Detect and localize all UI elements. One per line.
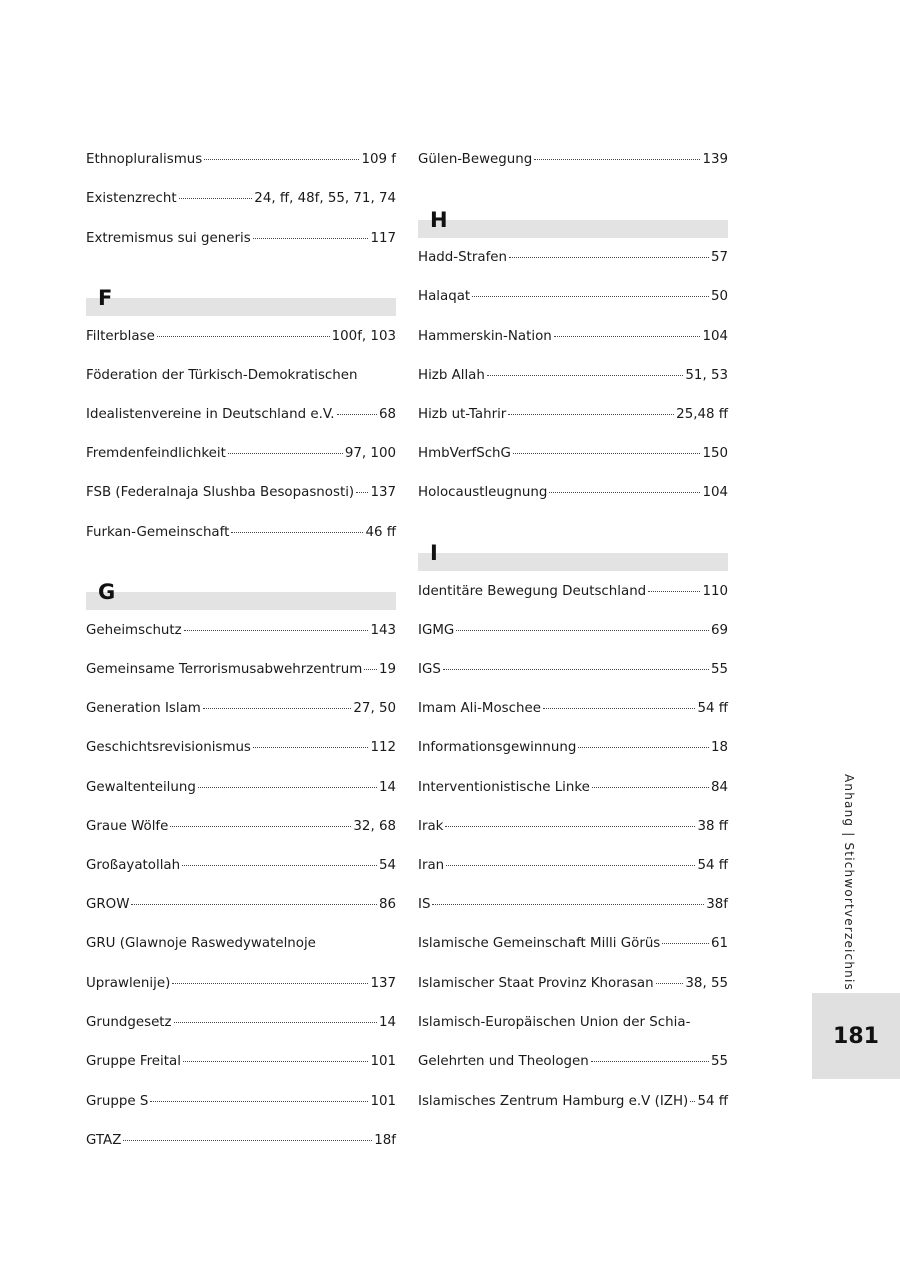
dot-leader: [508, 414, 674, 415]
index-term: Föderation der Türkisch-Demokratischen: [86, 368, 358, 383]
index-entry: [86, 229, 396, 249]
index-term: Gruppe S: [86, 1094, 149, 1109]
index-pages: 46 ff: [365, 525, 396, 540]
dot-leader: [513, 453, 701, 454]
index-entry: [86, 366, 396, 386]
index-entry: [418, 327, 728, 347]
index-pages: 137: [370, 485, 396, 500]
section-side-label-text: Anhang | Stichwortverzeichnis: [842, 774, 856, 991]
dot-leader: [253, 238, 369, 239]
index-pages: 104: [702, 329, 728, 344]
index-term: Imam Ali-Moschee: [418, 701, 541, 716]
index-term: Graue Wölfe: [86, 819, 169, 834]
index-term: GTAZ: [86, 1133, 122, 1148]
letter-heading-h: [418, 208, 728, 238]
dot-leader: [203, 708, 352, 709]
index-entry: [86, 934, 396, 954]
index-entry: [86, 1131, 396, 1151]
dot-leader: [445, 826, 695, 827]
index-term: Halaqat: [418, 289, 471, 304]
index-pages: 24, ff, 48f, 55, 71, 74: [254, 191, 396, 206]
index-pages: 18f: [374, 1133, 396, 1148]
index-pages: 51, 53: [685, 368, 728, 383]
index-entry: [418, 444, 728, 464]
index-pages: 25,48 ff: [676, 407, 728, 422]
letter-heading-label: G: [98, 580, 116, 604]
dot-leader: [172, 983, 368, 984]
index-entry: [418, 699, 728, 719]
index-pages: 55: [710, 1054, 728, 1069]
index-entry: [86, 738, 396, 758]
dot-leader: [543, 708, 695, 709]
index-term: Generation Islam: [86, 701, 201, 716]
index-term: GROW: [86, 897, 130, 912]
index-entry: [86, 856, 396, 876]
letter-heading-label: H: [430, 208, 448, 232]
index-pages: 55: [710, 662, 728, 677]
index-term: Identitäre Bewegung Deutschland: [418, 584, 647, 599]
index-entry: [418, 817, 728, 837]
index-entry: [86, 405, 396, 425]
index-pages: 68: [378, 407, 396, 422]
dot-leader: [198, 787, 377, 788]
index-term: Geschichtsrevisionismus: [86, 740, 251, 755]
index-term: Gülen-Bewegung: [418, 152, 533, 167]
index-entry: [86, 483, 396, 503]
index-entry: [418, 856, 728, 876]
dot-leader: [648, 591, 700, 592]
index-pages: 38f: [706, 897, 728, 912]
dot-leader: [578, 747, 709, 748]
index-entry: [86, 699, 396, 719]
index-term: Hadd-Strafen: [418, 250, 508, 265]
index-pages: 86: [378, 897, 396, 912]
dot-leader: [157, 336, 330, 337]
index-entry: [418, 582, 728, 602]
index-pages: 27, 50: [353, 701, 396, 716]
index-term: IS: [418, 897, 431, 912]
index-entry: [418, 287, 728, 307]
index-term: Informationsgewinnung: [418, 740, 577, 755]
dot-leader: [456, 630, 709, 631]
dot-leader: [182, 865, 377, 866]
index-entry: [418, 660, 728, 680]
index-pages: 97, 100: [344, 446, 396, 461]
dot-leader: [123, 1140, 372, 1141]
index-term: Irak: [418, 819, 444, 834]
index-term: Extremismus sui generis: [86, 231, 251, 246]
index-term: Fremdenfeindlichkeit: [86, 446, 226, 461]
index-pages: 54 ff: [697, 858, 728, 873]
index-entry: [418, 1092, 728, 1112]
page-number-tab: [812, 993, 900, 1079]
dot-leader: [509, 257, 709, 258]
index-entry: [418, 621, 728, 641]
index-entry: [86, 1013, 396, 1033]
dot-leader: [131, 904, 376, 905]
dot-leader: [204, 159, 359, 160]
index-pages: 150: [702, 446, 728, 461]
index-pages: 54 ff: [697, 1094, 728, 1109]
index-entry: [86, 1092, 396, 1112]
index-entry: [418, 405, 728, 425]
index-pages: 101: [370, 1054, 396, 1069]
index-pages: 143: [370, 623, 396, 638]
index-pages: 104: [702, 485, 728, 500]
dot-leader: [356, 492, 368, 493]
index-pages: 54: [378, 858, 396, 873]
index-entry: [86, 895, 396, 915]
index-pages: 61: [710, 936, 728, 951]
dot-leader: [170, 826, 351, 827]
index-pages: 32, 68: [353, 819, 396, 834]
dot-leader: [231, 532, 363, 533]
index-entry: [418, 1013, 728, 1033]
index-pages: 84: [710, 780, 728, 795]
index-term: Uprawlenije): [86, 976, 171, 991]
index-pages: 18: [710, 740, 728, 755]
dot-leader: [364, 669, 377, 670]
dot-leader: [534, 159, 700, 160]
index-term: Filterblase: [86, 329, 155, 344]
dot-leader: [662, 943, 709, 944]
index-pages: 38, 55: [685, 976, 728, 991]
index-entry: [86, 778, 396, 798]
dot-leader: [184, 630, 369, 631]
index-entry: [86, 621, 396, 641]
index-term: Islamisch-Europäischen Union der Schia-: [418, 1015, 691, 1030]
index-entry: [86, 150, 396, 170]
index-pages: 139: [702, 152, 728, 167]
dot-leader: [591, 1061, 709, 1062]
dot-leader: [656, 983, 684, 984]
index-pages: 57: [710, 250, 728, 265]
index-pages: 117: [370, 231, 396, 246]
dot-leader: [549, 492, 700, 493]
dot-leader: [443, 669, 709, 670]
index-term: Interventionistische Linke: [418, 780, 590, 795]
index-pages: 19: [378, 662, 396, 677]
index-term: Gelehrten und Theologen: [418, 1054, 589, 1069]
index-term: Hizb Allah: [418, 368, 485, 383]
index-term: IGMG: [418, 623, 455, 638]
index-term: Hizb ut-Tahrir: [418, 407, 507, 422]
dot-leader: [432, 904, 704, 905]
index-entry: [86, 327, 396, 347]
section-side-label: [812, 774, 900, 991]
index-term: FSB (Federalnaja Slushba Besopasnosti): [86, 485, 355, 500]
index-term: GRU (Glawnoje Raswedywatelnoje: [86, 936, 316, 951]
index-entry: [418, 895, 728, 915]
index-pages: 14: [378, 780, 396, 795]
index-entry: [418, 366, 728, 386]
letter-heading-f: [86, 286, 396, 316]
index-pages: 101: [370, 1094, 396, 1109]
index-pages: 109 f: [361, 152, 396, 167]
index-entry: [418, 1052, 728, 1072]
index-term: Gemeinsame Terrorismusabwehrzentrum: [86, 662, 363, 677]
index-entry: [86, 974, 396, 994]
index-entry: [418, 778, 728, 798]
dot-leader: [174, 1022, 377, 1023]
index-pages: 100f, 103: [331, 329, 396, 344]
dot-leader: [472, 296, 709, 297]
page-number: 181: [833, 1023, 879, 1049]
index-pages: 110: [702, 584, 728, 599]
index-entry: [86, 1052, 396, 1072]
letter-heading-i: [418, 541, 728, 571]
index-entry: [86, 189, 396, 209]
letter-heading-label: F: [98, 286, 113, 310]
index-entry: [418, 150, 728, 170]
index-pages: 50: [710, 289, 728, 304]
dot-leader: [183, 1061, 369, 1062]
index-term: Gruppe Freital: [86, 1054, 181, 1069]
index-entry: [418, 974, 728, 994]
index-term: Islamische Gemeinschaft Milli Görüs: [418, 936, 661, 951]
index-entry: [418, 248, 728, 268]
dot-leader: [446, 865, 695, 866]
index-pages: 38 ff: [697, 819, 728, 834]
dot-leader: [150, 1101, 368, 1102]
dot-leader: [487, 375, 684, 376]
index-term: Hammerskin-Nation: [418, 329, 552, 344]
index-term: Großayatollah: [86, 858, 181, 873]
index-term: Geheimschutz: [86, 623, 182, 638]
index-term: Grundgesetz: [86, 1015, 172, 1030]
index-term: Iran: [418, 858, 445, 873]
dot-leader: [337, 414, 377, 415]
index-term: Furkan-Gemeinschaft: [86, 525, 230, 540]
index-entry: [418, 738, 728, 758]
index-term: HmbVerfSchG: [418, 446, 511, 461]
index-term: IGS: [418, 662, 441, 677]
index-term: Holocaustleugnung: [418, 485, 548, 500]
index-term: Gewaltenteilung: [86, 780, 196, 795]
index-term: Ethnopluralismus: [86, 152, 203, 167]
index-pages: 137: [370, 976, 396, 991]
index-entry: [86, 523, 396, 543]
index-pages: 14: [378, 1015, 396, 1030]
dot-leader: [228, 453, 343, 454]
index-term: Idealistenvereine in Deutschland e.V.: [86, 407, 335, 422]
dot-leader: [179, 198, 253, 199]
index-entry: [86, 660, 396, 680]
dot-leader: [554, 336, 701, 337]
letter-heading-label: I: [430, 541, 438, 565]
index-term: Existenzrecht: [86, 191, 177, 206]
index-term: Islamischer Staat Provinz Khorasan: [418, 976, 654, 991]
letter-heading-g: [86, 580, 396, 610]
index-pages: 54 ff: [697, 701, 728, 716]
dot-leader: [253, 747, 369, 748]
dot-leader: [592, 787, 709, 788]
index-entry: [418, 934, 728, 954]
index-pages: 69: [710, 623, 728, 638]
index-entry: [418, 483, 728, 503]
index-term: Islamisches Zentrum Hamburg e.V (IZH): [418, 1094, 689, 1109]
index-entry: [86, 817, 396, 837]
index-pages: 112: [370, 740, 396, 755]
index-entry: [86, 444, 396, 464]
dot-leader: [690, 1101, 695, 1102]
